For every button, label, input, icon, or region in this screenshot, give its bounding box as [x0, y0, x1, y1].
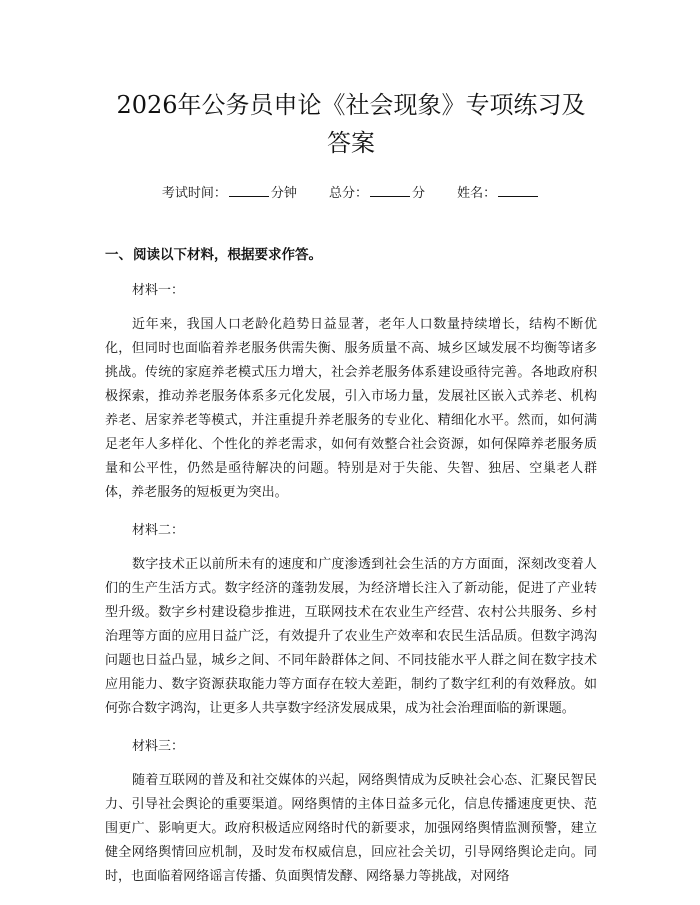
- material-1: [105, 281, 597, 505]
- total-score-unit: 分: [412, 186, 426, 201]
- material-label: 材料二：: [132, 523, 185, 538]
- exam-time-blank: [229, 184, 269, 197]
- total-score-field: [329, 184, 425, 203]
- material-label: 材料一：: [132, 283, 185, 298]
- section-heading-text: 阅读以下材料，根据要求作答。: [133, 247, 322, 263]
- section-heading: [105, 245, 597, 265]
- name-label: 姓名：: [457, 186, 497, 201]
- section-number: 一、: [105, 247, 132, 263]
- material-paragraph: 随着互联网的普及和社交媒体的兴起，网络舆情成为反映社会心态、汇聚民智民力、引导社会舆论的重要渠道。网络舆情的主体日益多元化，信息传播速度更快、范围更广、影响更大。政府积极适应网络时代的新要求，加强网络舆情监测预警，建立健全网络舆情回应机制，及时发布权威信息，回应社会关切，引导网络舆论走向。同时，也面临着网络谣言传播、负面舆情发酵、网络暴力等挑战，对网络: [105, 773, 597, 884]
- document-title: 2026年公务员申论《社会现象》专项练习及答案: [116, 91, 586, 157]
- exam-time-field: [162, 184, 297, 203]
- total-score-blank: [370, 184, 410, 197]
- material-label: 材料三：: [132, 739, 185, 754]
- exam-meta-line: [105, 184, 597, 203]
- exam-time-label: 考试时间：: [161, 186, 227, 201]
- material-3: [105, 737, 597, 889]
- name-blank: [498, 184, 538, 197]
- material-paragraph: 近年来，我国人口老龄化趋势日益显著，老年人口数量持续增长，结构不断优化，但同时也面临着养老服务供需失衡、服务质量不高、城乡区域发展不均衡等诸多挑战。传统的家庭养老模式压力增大，社会养老服务体系建设亟待完善。各地政府积极探索，推动养老服务体系多元化发展，引入市场力量，发展社区嵌入式养老、机构养老、居家养老等模式，并注重提升养老服务的专业化、精细化水平。然而，如何满足老年人多样化、个性化的养老需求，如何有效整合社会资源，如何保障养老服务质量和公平性，仍然是亟待解决的问题。特别是对于失能、失智、独居、空巢老人群体，养老服务的短板更为突出。: [105, 317, 597, 500]
- total-score-label: 总分：: [328, 186, 368, 201]
- material-paragraph: 数字技术正以前所未有的速度和广度渗透到社会生活的方方面面，深刻改变着人们的生产生活方式。数字经济的蓬勃发展，为经济增长注入了新动能，促进了产业转型升级。数字乡村建设稳步推进，互联网技术在农业生产经营、农村公共服务、乡村治理等方面的应用日益广泛，有效提升了农业生产效率和农民生活品质。但数字鸿沟问题也日益凸显，城乡之间、不同年龄群体之间、不同技能水平人群之间在数字技术应用能力、数字资源获取能力等方面存在较大差距，制约了数字红利的有效释放。如何弥合数字鸿沟，让更多人共享数字经济发展成果，成为社会治理面临的新课题。: [105, 557, 597, 716]
- exam-time-unit: 分钟: [270, 186, 297, 201]
- name-field: [457, 184, 540, 203]
- material-2: [105, 521, 597, 721]
